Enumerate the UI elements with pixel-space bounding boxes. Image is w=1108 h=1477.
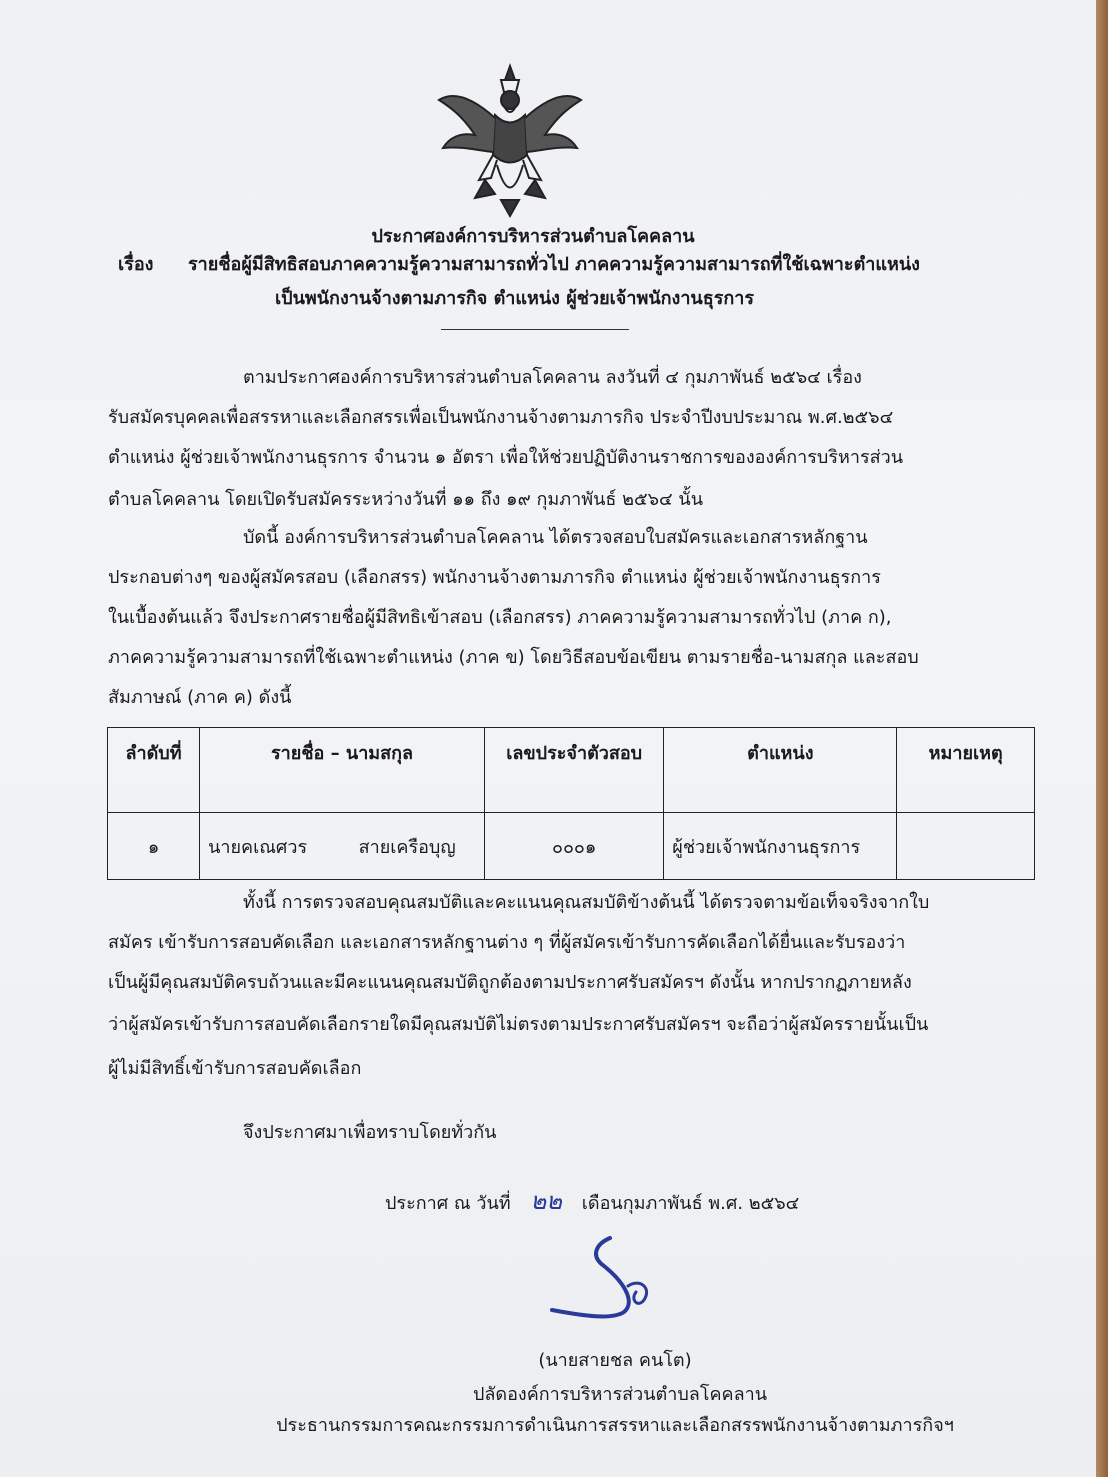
paragraph-3-line-3: เป็นผู้มีคุณสมบัติครบถ้วนและมีคะแนนคุณสมบัติถูกต้องตามประกาศรับสมัครฯ ดังนั้น หากปรากฏภายหลัง xyxy=(108,972,912,993)
cell-name xyxy=(200,813,485,880)
paragraph-3-line-4: ว่าผู้สมัครเข้ารับการสอบคัดเลือกรายใดมีคุณสมบัติไม่ตรงตามประกาศรับสมัครฯ จะถือว่าผู้สมัครรายนั้นเป็น xyxy=(108,1014,929,1035)
cell-exam-id: ๐๐๐๑ xyxy=(485,813,664,880)
paragraph-2-line-1: บัดนี้ องค์การบริหารส่วนตำบลโคคลาน ได้ตรวจสอบใบสมัครและเอกสารหลักฐาน xyxy=(243,527,868,548)
date-suffix: เดือนกุมภาพันธ์ พ.ศ. ๒๕๖๔ xyxy=(581,1193,800,1214)
cell-last-name: สายเครือบุญ xyxy=(358,836,456,858)
page-edge xyxy=(1096,0,1108,1477)
closing-statement: จึงประกาศมาเพื่อทราบโดยทั่วกัน xyxy=(243,1122,497,1143)
paragraph-1-line-1: ตามประกาศองค์การบริหารส่วนตำบลโคคลาน ลงวันที่ ๔ กุมภาพันธ์ ๒๕๖๔ เรื่อง xyxy=(243,367,862,388)
date-prefix: ประกาศ ณ วันที่ xyxy=(385,1193,511,1214)
candidate-table xyxy=(107,727,1035,880)
header-remark: หมายเหตุ xyxy=(897,728,1035,813)
paragraph-1-line-2: รับสมัครบุคคลเพื่อสรรหาและเลือกสรรเพื่อเป็นพนักงานจ้างตามภารกิจ ประจำปีงบประมาณ พ.ศ.๒๕๖๔ xyxy=(108,407,894,428)
header-order: ลำดับที่ xyxy=(108,728,200,813)
cell-remark xyxy=(897,813,1035,880)
cell-position: ผู้ช่วยเจ้าพนักงานธุรการ xyxy=(664,813,897,880)
paragraph-1-line-4: ตำบลโคคลาน โดยเปิดรับสมัครระหว่างวันที่ ๑๑ ถึง ๑๙ กุมภาพันธ์ ๒๕๖๔ นั้น xyxy=(108,489,703,510)
table-header-row xyxy=(108,728,1035,813)
header-exam-id: เลขประจำตัวสอบ xyxy=(485,728,664,813)
subject-label: เรื่อง xyxy=(118,254,154,275)
paragraph-1-line-3: ตำแหน่ง ผู้ช่วยเจ้าพนักงานธุรการ จำนวน ๑ อัตรา เพื่อให้ช่วยปฏิบัติงานราชการขององค์การบริหารส่วน xyxy=(108,447,904,468)
signature-icon xyxy=(540,1230,690,1325)
paragraph-2-line-5: สัมภาษณ์ (ภาค ค) ดังนี้ xyxy=(108,687,292,708)
table-row xyxy=(108,813,1035,880)
subject-line-2: เป็นพนักงานจ้างตามภารกิจ ตำแหน่ง ผู้ช่วยเจ้าพนักงานธุรการ xyxy=(275,288,755,309)
paragraph-2-line-4: ภาคความรู้ความสามารถที่ใช้เฉพาะตำแหน่ง (ภาค ข) โดยวิธีสอบข้อเขียน ตามรายชื่อ-นามสกุล และสอบ xyxy=(108,647,919,668)
signatory-title-2: ประธานกรรมการคณะกรรมการดำเนินการสรรหาและเลือกสรรพนักงานจ้างตามภารกิจฯ xyxy=(276,1415,954,1436)
subject-line-1: รายชื่อผู้มีสิทธิสอบภาคความรู้ความสามารถทั่วไป ภาคความรู้ความสามารถที่ใช้เฉพาะตำแหน่ง xyxy=(188,254,920,275)
header-title: ประกาศองค์การบริหารส่วนตำบลโคคลาน xyxy=(371,226,695,247)
paragraph-3-line-2: สมัคร เข้ารับการสอบคัดเลือก และเอกสารหลักฐานต่าง ๆ ที่ผู้สมัครเข้ารับการคัดเลือกได้ยื่นและรับรองว่า xyxy=(108,932,906,953)
signatory-name: (นายสายชล คนโต) xyxy=(538,1350,692,1371)
garuda-emblem-icon xyxy=(435,60,585,220)
signatory-title-1: ปลัดองค์การบริหารส่วนตำบลโคคลาน xyxy=(472,1384,768,1405)
paragraph-3-line-1: ทั้งนี้ การตรวจสอบคุณสมบัติและคะแนนคุณสมบัติข้างต้นนี้ ได้ตรวจตามข้อเท็จจริงจากใบ xyxy=(243,892,930,913)
header-divider xyxy=(441,329,629,330)
paragraph-2-line-3: ในเบื้องต้นแล้ว จึงประกาศรายชื่อผู้มีสิทธิเข้าสอบ (เลือกสรร) ภาคความรู้ความสามารถทั่วไป (ภาค ก), xyxy=(108,607,892,628)
paragraph-3-line-5: ผู้ไม่มีสิทธิ์เข้ารับการสอบคัดเลือก xyxy=(108,1058,362,1079)
date-day-handwritten: ๒๒ xyxy=(530,1187,562,1215)
cell-first-name: นายคเณศวร xyxy=(208,836,308,858)
date-line xyxy=(385,1187,799,1216)
header-name: รายชื่อ – นามสกุล xyxy=(200,728,485,813)
cell-order: ๑ xyxy=(108,813,200,880)
header-position: ตำแหน่ง xyxy=(664,728,897,813)
paragraph-2-line-2: ประกอบต่างๆ ของผู้สมัครสอบ (เลือกสรร) พนักงานจ้างตามภารกิจ ตำแหน่ง ผู้ช่วยเจ้าพนักงานธุรการ xyxy=(108,567,881,588)
